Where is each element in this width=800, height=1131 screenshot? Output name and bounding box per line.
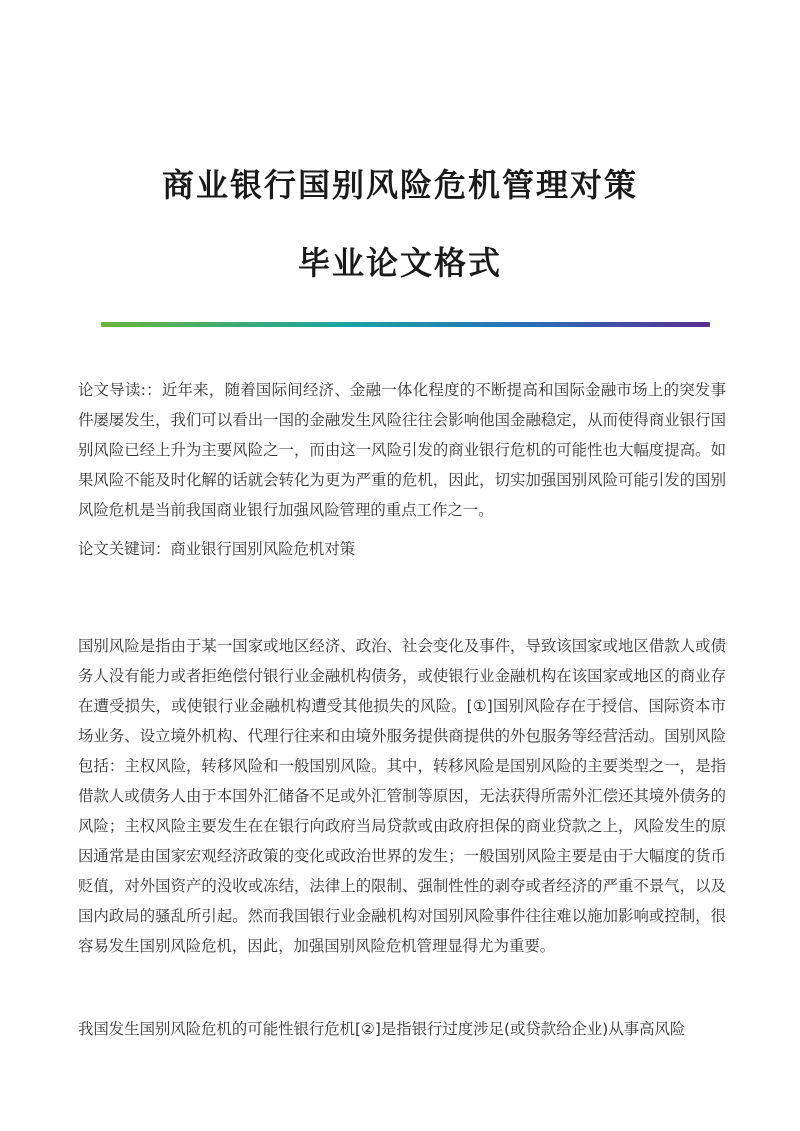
body-paragraph-2: 我国发生国别风险危机的可能性银行危机[②]是指银行过度涉足(或贷款给企业)从事高风险 — [78, 1020, 686, 1038]
keywords-line: 论文关键词：商业银行国别风险危机对策 — [78, 540, 356, 558]
body-paragraph-1: 国别风险是指由于某一国家或地区经济、政治、社会变化及事件，导致该国家或地区借款人或债务人没有能力或者拒绝偿付银行业金融机构债务，或使银行业金融机构在该国家或地区的商业存在遭受损失，或使银行业金融机构遭受其他损失的风险。[①]国别风险存在于授信、国际资本市场业务、设立境外机构、代理行往来和由境外服务提供商提供的外包服务等经营活动。国别风险包括：主权风险，转移风险和一般国别风险。其中，转移风险是国别风险的主要类型之一，是指借款人或债务人由于本国外汇储备不足或外汇管制等原因，无法获得所需外汇偿还其境外债务的风险；主权风险主要发生在在银行向政府当局贷款或由政府担保的商业贷款之上，风险发生的原因通常是由国家宏观经济政策的变化或政治世界的发生；一般国别风险主要是由于大幅度的货币贬值，对外国资产的没收或冻结，法律上的限制、强制性性的剥夺或者经济的严重不景气，以及国内政局的骚乱所引起。然而我国银行业金融机构对国别风险事件往往难以施加影响或控制，很容易发生国别风险危机，因此，加强国别风险危机管理显得尤为重要。 — [78, 637, 726, 955]
abstract-paragraph: 论文导读:：近年来，随着国际间经济、金融一体化程度的不断提高和国际金融市场上的突发事件屡屡发生，我们可以看出一国的金融发生风险往往会影响他国金融稳定，从而使得商业银行国别风险已经上升为主要风险之一，而由这一风险引发的商业银行危机的可能性也大幅度提高。如果风险不能及时化解的话就会转化为更为严重的危机，因此，切实加强国别风险可能引发的国别风险危机是当前我国商业银行加强风险管理的重点工作之一。 — [78, 381, 726, 519]
gradient-divider — [101, 322, 710, 327]
document-subtitle: 毕业论文格式 — [297, 244, 502, 282]
document-title: 商业银行国别风险危机管理对策 — [161, 166, 638, 204]
